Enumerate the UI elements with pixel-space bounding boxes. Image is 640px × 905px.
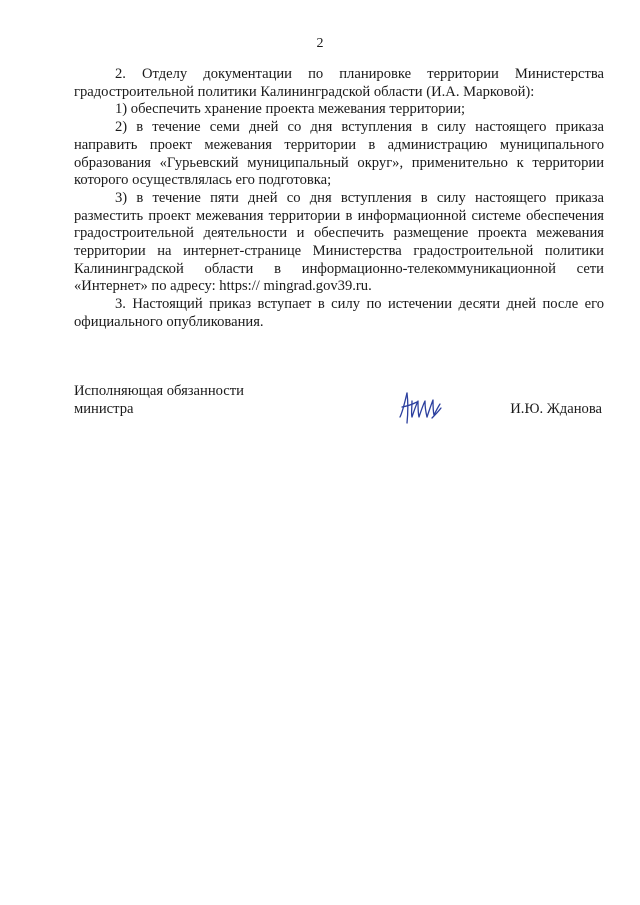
signer-name: И.Ю. Жданова: [510, 401, 602, 417]
paragraph-item-3: 3. Настоящий приказ вступает в силу по истечении десяти дней после его официального опубликования.: [74, 296, 604, 330]
signer-position-line-2: министра: [74, 400, 134, 417]
subparagraph-3: 3) в течение пяти дней со дня вступления в силу настоящего приказа разместить проект межевания территории в информационной системе обеспечения градостроительной деятельности и обеспечить размещение проекта межевания территории на интернет-странице Министерства градостроительной политики Калининградской области в информационно-телекоммуникационной сети «Интернет» по адресу: https:// mingrad.gov39.ru.: [74, 189, 604, 295]
order-body: [74, 66, 604, 332]
signer-position-line-1: Исполняющая обязанности: [74, 383, 244, 399]
handwritten-signature-icon: [396, 387, 446, 427]
subparagraph-1: 1) обеспечить хранение проекта межевания территории;: [115, 101, 466, 118]
page-number: 2: [316, 36, 324, 51]
paragraph-item-2: 2. Отделу документации по планировке территории Министерства градостроительной политики Калининградской области (И.А. Марковой):: [74, 66, 604, 100]
signature-block: [74, 383, 604, 443]
signer-position: [74, 383, 244, 418]
subparagraph-2: 2) в течение семи дней со дня вступления в силу настоящего приказа направить проект межевания территории в администрацию муниципального образования «Гурьевский муниципальный округ», применительно к территории которого осуществлялась его подготовка;: [74, 119, 604, 189]
